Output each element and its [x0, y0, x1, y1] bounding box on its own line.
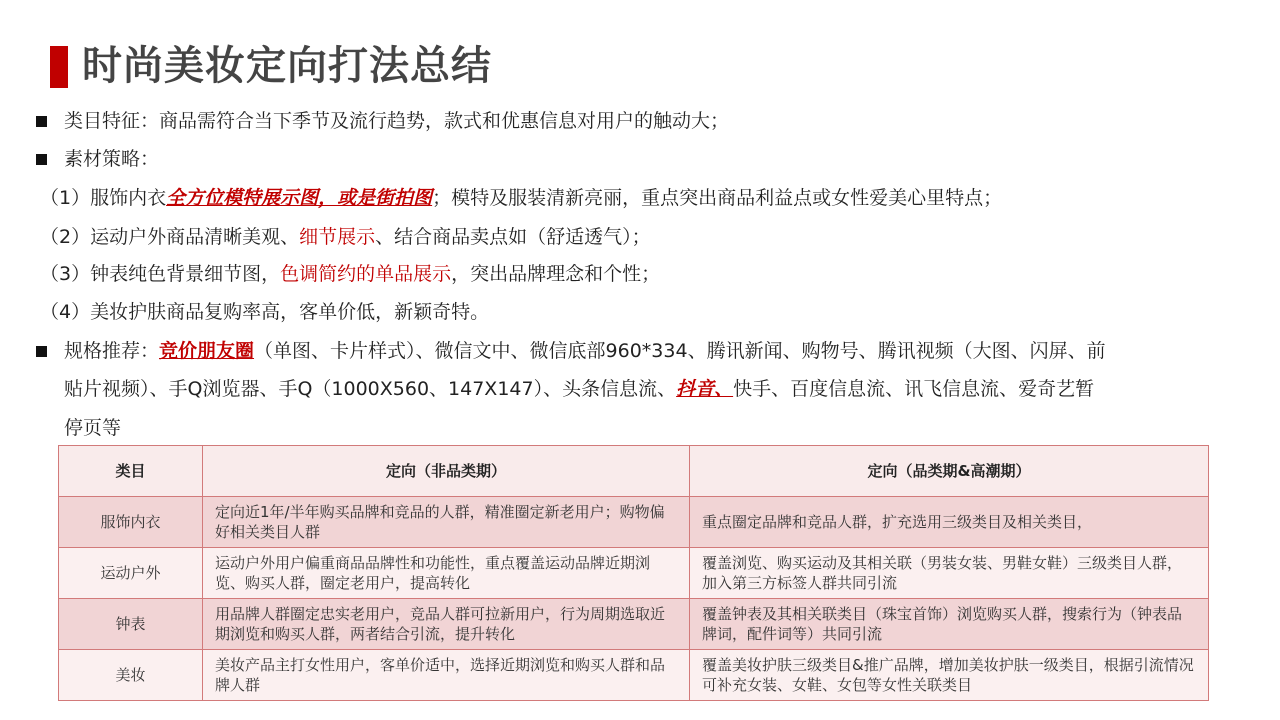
table-row: [59, 548, 1209, 599]
spec-highlight-douyin: 抖音、: [676, 378, 734, 400]
spec-line-2-pre: 贴片视频）、手Q浏览器、手Q（1000X560、147X147）、头条信息流、: [64, 378, 677, 400]
strategy-item-1-pre: （1）服饰内衣: [40, 187, 167, 209]
row-peak: 覆盖钟表及其相关联类目（珠宝首饰）浏览购买人群，搜索行为（钟表品牌词，配件词等）共同引流: [690, 599, 1209, 650]
bullet-marker: [36, 346, 47, 357]
row-category: 服饰内衣: [59, 497, 203, 548]
strategy-item-3-pre: （3）钟表纯色背景细节图，: [40, 263, 281, 285]
spec-highlight-moments: 竞价朋友圈: [159, 340, 255, 362]
table-header-row: [59, 446, 1209, 497]
spec-line-2: [64, 376, 1094, 402]
spec-line-3: 停页等: [64, 417, 122, 439]
table-row: [59, 497, 1209, 548]
strategy-item-2-pre: （2）运动户外商品清晰美观、: [40, 226, 300, 248]
strategy-item-2-post: 、结合商品卖点如（舒适透气）；: [375, 226, 651, 248]
row-non-peak: 运动户外用户偏重商品品牌性和功能性，重点覆盖运动品牌近期浏览、购买人群，圈定老用户，提高转化: [203, 548, 690, 599]
row-peak: 重点圈定品牌和竞品人群，扩充选用三级类目及相关类目，: [690, 497, 1209, 548]
row-category: 美妆: [59, 650, 203, 701]
strategy-item-1-highlight: 全方位模特展示图，或是街拍图: [166, 187, 433, 209]
strategy-item-2: [40, 224, 651, 250]
spec-line-2-post: 快手、百度信息流、讯飞信息流、爱奇艺暂: [733, 378, 1095, 400]
strategy-item-3-post: ，突出品牌理念和个性；: [451, 263, 661, 285]
row-non-peak: 用品牌人群圈定忠实老用户，竞品人群可拉新用户，行为周期选取近期浏览和购买人群，两者结合引流，提升转化: [203, 599, 690, 650]
row-peak: 覆盖美妆护肤三级类目&推广品牌，增加美妆护肤一级类目，根据引流情况可补充女装、女鞋、女包等女性关联类目: [690, 650, 1209, 701]
header-category: 类目: [59, 446, 203, 497]
row-category: 运动户外: [59, 548, 203, 599]
spec-line-1: [64, 338, 1106, 364]
row-non-peak: 美妆产品主打女性用户，客单价适中，选择近期浏览和购买人群和品牌人群: [203, 650, 690, 701]
strategy-item-4: （4）美妆护肤商品复购率高，客单价低，新颖奇特。: [40, 301, 490, 323]
category-features-text: 类目特征：商品需符合当下季节及流行趋势，款式和优惠信息对用户的触动大；: [64, 110, 730, 132]
row-peak: 覆盖浏览、购买运动及其相关联（男装女装、男鞋女鞋）三级类目人群，加入第三方标签人群共同引流: [690, 548, 1209, 599]
targeting-table: [58, 445, 1209, 701]
strategy-item-3: [40, 261, 660, 287]
header-peak: 定向（品类期&高潮期）: [690, 446, 1209, 497]
title-accent-bar: [50, 46, 68, 88]
bullet-marker: [36, 116, 47, 127]
bullet-marker: [36, 154, 47, 165]
strategy-item-3-highlight: 色调简约的单品展示: [280, 263, 452, 285]
table-row: [59, 599, 1209, 650]
header-non-peak: 定向（非品类期）: [203, 446, 690, 497]
spec-line-1-rest: （单图、卡片样式）、微信文中、微信底部960*334、腾讯新闻、购物号、腾讯视频（大图、闪屏、前: [254, 340, 1106, 362]
material-strategy-label: 素材策略：: [64, 148, 160, 170]
row-category: 钟表: [59, 599, 203, 650]
strategy-item-1-post: ；模特及服装清新亮丽，重点突出商品利益点或女性爱美心里特点；: [432, 187, 1003, 209]
page-title: 时尚美妆定向打法总结: [82, 43, 492, 89]
spec-label: 规格推荐：: [64, 340, 160, 362]
strategy-item-2-highlight: 细节展示: [299, 226, 376, 248]
table-row: [59, 650, 1209, 701]
strategy-item-1: [40, 185, 1002, 211]
row-non-peak: 定向近1年/半年购买品牌和竞品的人群，精准圈定新老用户；购物偏好相关类目人群: [203, 497, 690, 548]
